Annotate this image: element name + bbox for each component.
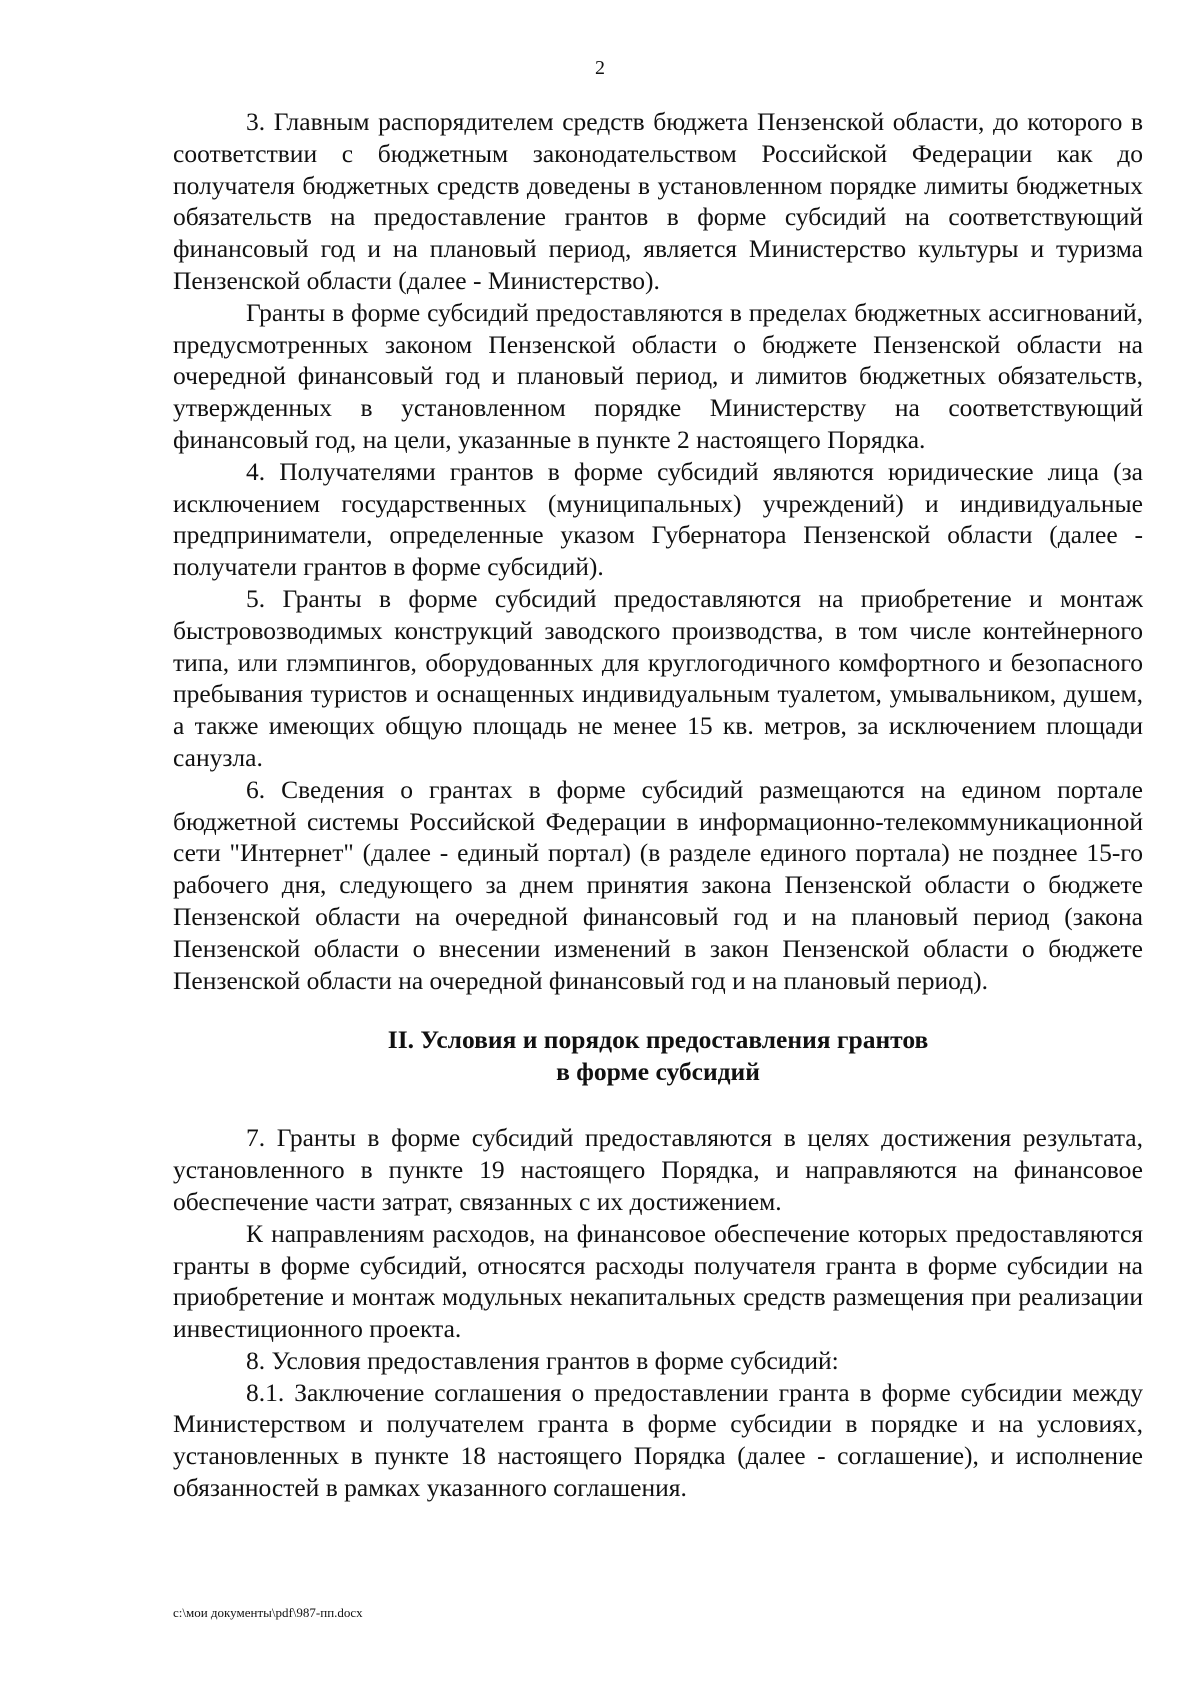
paragraph-8: 8. Условия предоставления грантов в форме субсидий:	[246, 1345, 839, 1375]
page-number: 2	[595, 57, 605, 79]
file-path-footer: c:\мои документы\pdf\987-пп.docx	[173, 1605, 363, 1620]
paragraph-8-1: 8.1. Заключение соглашения о предоставлении гранта в форме субсидии между Министерством и получателем гранта в форме субсидии в порядке и на условиях, установленных в пункте 18 настоящего Порядка (далее - соглашение), и исполнение обязанностей в рамках указанного соглашения.	[173, 1377, 1143, 1503]
paragraph-3: 3. Главным распорядителем средств бюджета Пензенской области, до которого в соответствии с бюджетным законодательством Российской Федерации как до получателя бюджетных средств доведены в установленном порядке лимиты бюджетных обязательств на предоставление грантов в форме субсидий на соответствующий финансовый год и на плановый период, является Министерство культуры и туризма Пензенской области (далее - Министерство).	[173, 107, 1143, 295]
paragraph-7-continuation: К направлениям расходов, на финансовое обеспечение которых предоставляются гранты в форме субсидий, относятся расходы получателя гранта в форме субсидии на приобретение и монтаж модульных некапитальных средств размещения при реализации инвестиционного проекта.	[173, 1218, 1143, 1344]
section-heading-line-2: в форме субсидий	[556, 1057, 760, 1087]
section-heading	[173, 1024, 1143, 1088]
section-heading-line-1: II. Условия и порядок предоставления грантов	[387, 1025, 929, 1055]
paragraph-5: 5. Гранты в форме субсидий предоставляются на приобретение и монтаж быстровозводимых конструкций заводского производства, в том числе контейнерного типа, или глэмпингов, оборудованных для круглогодичного комфортного и безопасного пребывания туристов и оснащенных индивидуальным туалетом, умывальником, душем, а также имеющих общую площадь не менее 15 кв. метров, за исключением площади санузла.	[173, 583, 1143, 772]
paragraph-7: 7. Гранты в форме субсидий предоставляются в целях достижения результата, установленного в пункте 19 настоящего Порядка, и направляются на финансовое обеспечение части затрат, связанных с их достижением.	[173, 1123, 1143, 1216]
document-body	[173, 106, 1143, 1504]
paragraph-4: 4. Получателями грантов в форме субсидий являются юридические лица (за исключением государственных (муниципальных) учреждений) и индивидуальные предприниматели, определенные указом Губернатора Пензенской области (далее - получатели грантов в форме субсидий).	[173, 456, 1143, 582]
paragraph-6: 6. Сведения о грантах в форме субсидий размещаются на едином портале бюджетной системы Российской Федерации в информационно-телекоммуникационной сети "Интернет" (далее - единый портал) (в разделе единого портала) не позднее 15-го рабочего дня, следующего за днем принятия закона Пензенской области о бюджете Пензенской области на очередной финансовый год и на плановый период (закона Пензенской области о внесении изменений в закон Пензенской области о бюджете Пензенской области на очередной финансовый год и на плановый период).	[173, 774, 1143, 995]
paragraph-3-continuation: Гранты в форме субсидий предоставляются в пределах бюджетных ассигнований, предусмотренных законом Пензенской области о бюджете Пензенской области на очередной финансовый год и плановый период, и лимитов бюджетных обязательств, утвержденных в установленном порядке Министерству на соответствующий финансовый год, на цели, указанные в пункте 2 настоящего Порядка.	[173, 297, 1143, 454]
